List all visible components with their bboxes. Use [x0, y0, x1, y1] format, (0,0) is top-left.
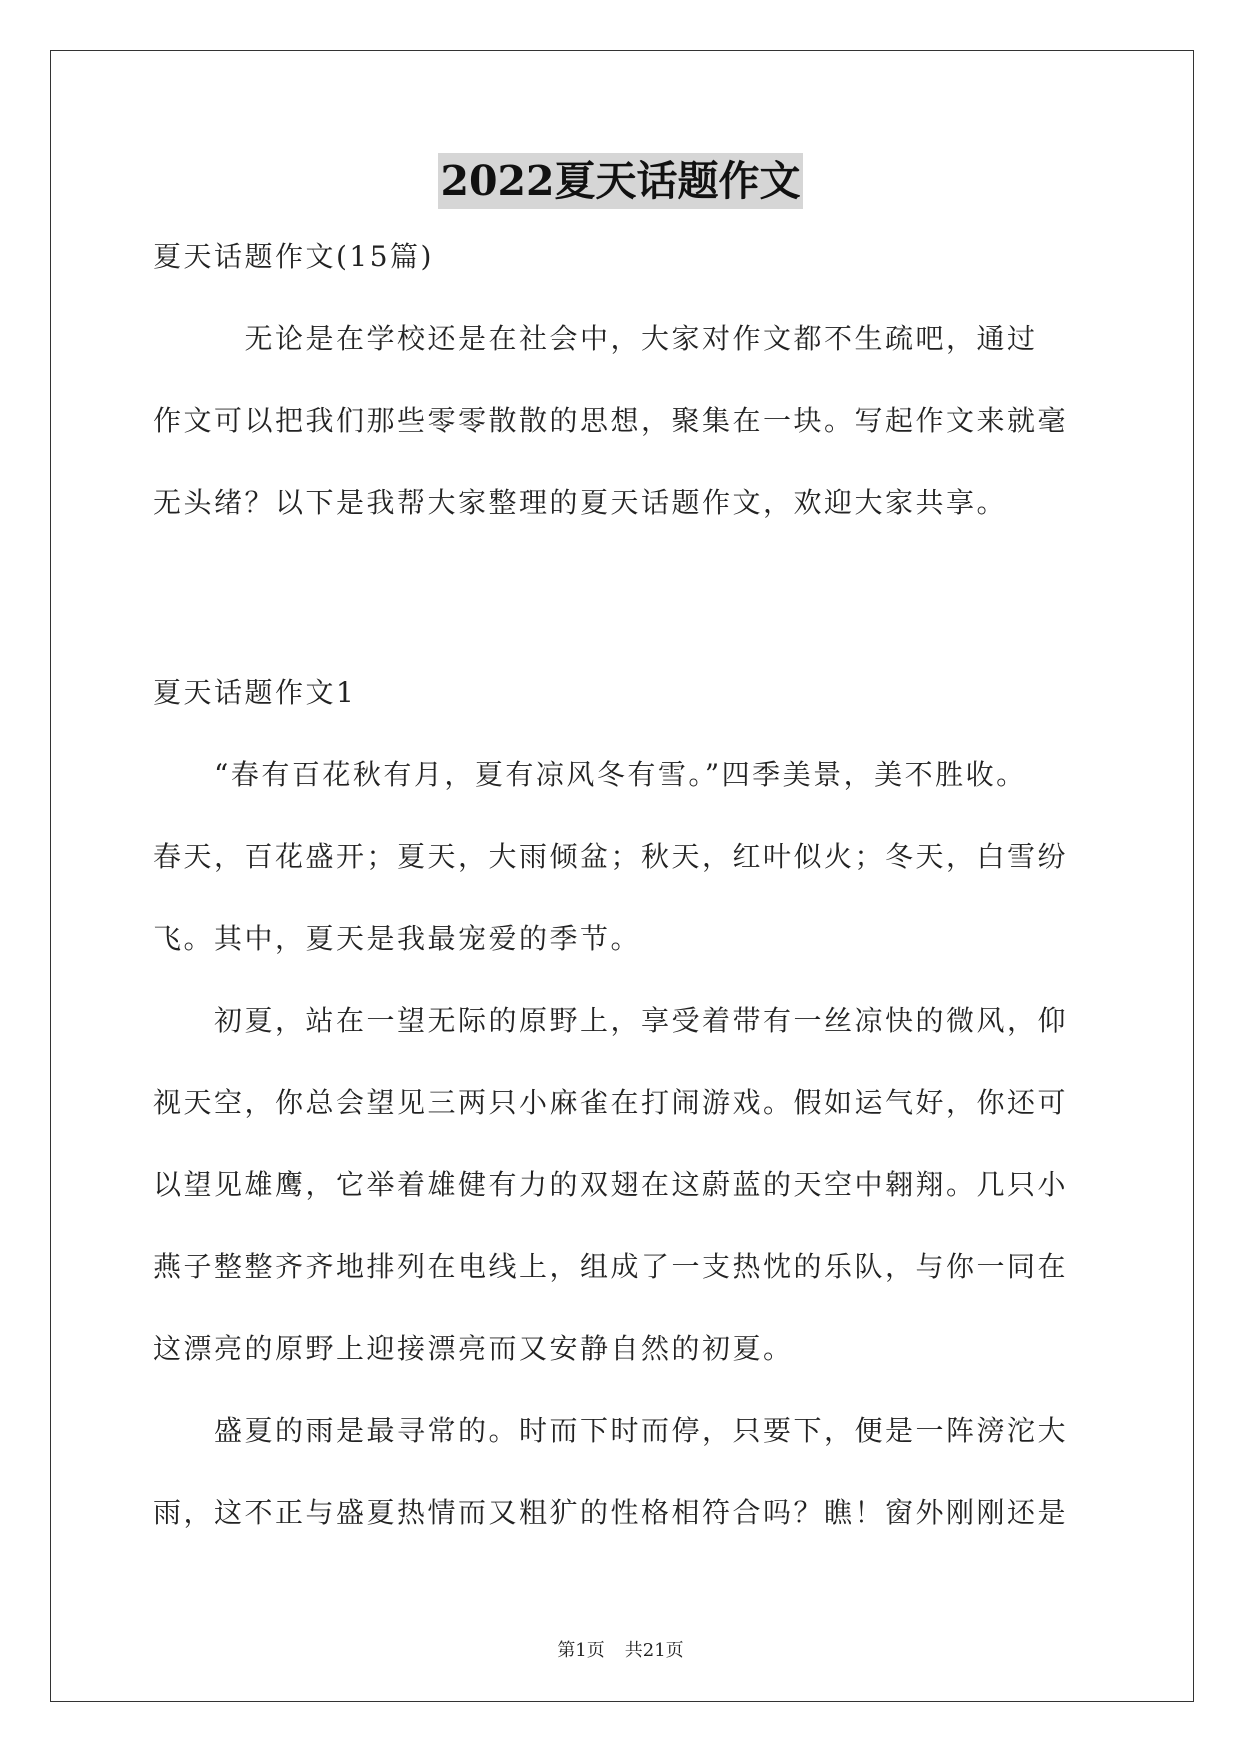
- body-line: “春有百花秋有月，夏有凉风冬有雪。”四季美景，美不胜收。: [153, 758, 1027, 791]
- subtitle-block: [153, 216, 1093, 298]
- body-line: 盛夏的雨是最寻常的。时而下时而停，只要下，便是一阵滂沱大: [153, 1414, 1069, 1447]
- intro-line: 无头绪？以下是我帮大家整理的夏天话题作文，欢迎大家共享。: [153, 486, 1008, 519]
- intro-paragraph: [153, 298, 1093, 544]
- section-heading: 夏天话题作文1: [153, 676, 357, 709]
- body-line: 飞。其中，夏天是我最宠爱的季节。: [153, 922, 642, 955]
- document-title: 2022夏天话题作文: [438, 153, 802, 209]
- body-line: 春天，百花盛开；夏天，大雨倾盆；秋天，红叶似火；冬天，白雪纷: [153, 840, 1069, 873]
- subtitle-line: 夏天话题作文(15篇): [153, 240, 434, 273]
- title-container: [0, 153, 1241, 209]
- essay-body: [153, 734, 1093, 1554]
- body-line: 视天空，你总会望见三两只小麻雀在打闹游戏。假如运气好，你还可: [153, 1086, 1069, 1119]
- body-line: 这漂亮的原野上迎接漂亮而又安静自然的初夏。: [153, 1332, 794, 1365]
- body-line: 以望见雄鹰，它举着雄健有力的双翅在这蔚蓝的天空中翱翔。几只小: [153, 1168, 1069, 1201]
- body-line: 燕子整整齐齐地排列在电线上，组成了一支热忱的乐队，与你一同在: [153, 1250, 1069, 1283]
- page-footer: [0, 1636, 1241, 1662]
- intro-line: 作文可以把我们那些零零散散的思想，聚集在一块。写起作文来就毫: [153, 404, 1069, 437]
- page-total: 共21页: [624, 1640, 684, 1661]
- intro-line: 无论是在学校还是在社会中，大家对作文都不生疏吧，通过: [153, 322, 1038, 355]
- body-line: 雨，这不正与盛夏热情而又粗犷的性格相符合吗？瞧！窗外刚刚还是: [153, 1496, 1069, 1529]
- page-number: 第1页: [557, 1640, 605, 1661]
- section-heading-block: [153, 652, 1093, 734]
- body-line: 初夏，站在一望无际的原野上，享受着带有一丝凉快的微风，仰: [153, 1004, 1069, 1037]
